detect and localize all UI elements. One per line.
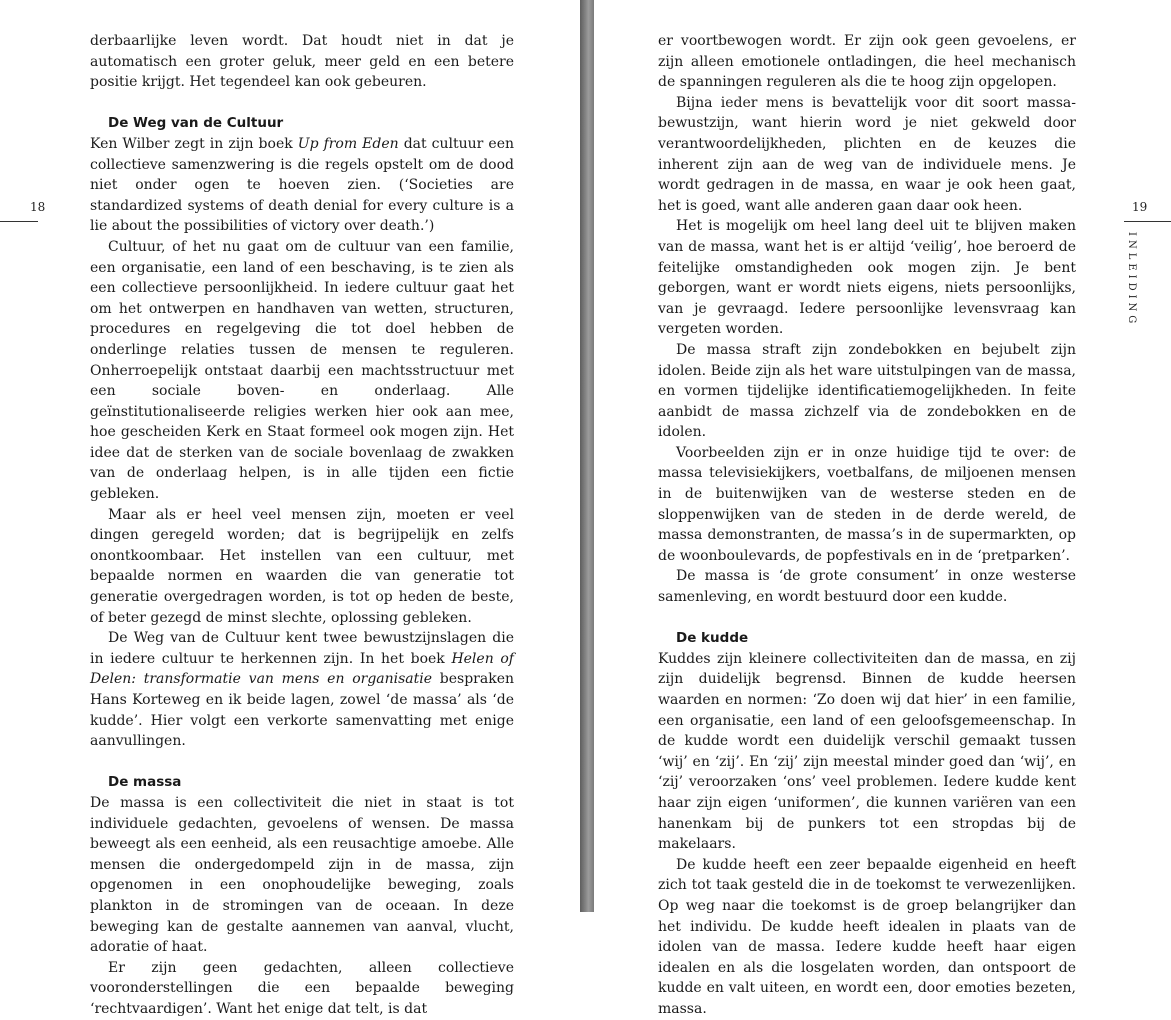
book-title: Up from Eden xyxy=(297,135,399,152)
left-page xyxy=(0,0,580,1017)
text-run: bespraken Hans Korteweg en ik beide lagen, zowel ‘de massa’ als ‘de kudde’. Hier volgt een verkorte samenvatting met enige aanvullingen. xyxy=(90,671,514,750)
paragraph: Het is mogelijk om heel lang deel uit te blijven maken van de massa, want het is er altijd ‘veilig’, hoe beroerd de feitelijke omstandigheden ook mogen zijn. Je bent geborgen, want er wordt niets eigens, niets persoonlijks, van je gevraagd. Iedere persoonlijke levensvraag kan vergeten worden. xyxy=(658,218,1076,338)
page-number-rule xyxy=(1124,221,1171,222)
paragraph-continued: er voortbewogen wordt. Er zijn ook geen gevoelens, er zijn alleen emotionele ontladingen, die heel mechanisch de spanningen reguleren als die te hoog zijn opgelopen. xyxy=(658,33,1076,91)
text-column xyxy=(658,31,1076,1020)
paragraph xyxy=(90,628,514,752)
paragraph: De massa is ‘de grote consument’ in onze westerse samenleving, en wordt bestuurd door een kudde. xyxy=(658,568,1076,606)
page-number: 18 xyxy=(30,200,46,214)
paragraph: De kudde heeft een zeer bepaalde eigenheid en heeft zich tot taak gesteld die in de toekomst te verwezenlijken. Op weg naar die toekomst is de groep belangrijker dan het individu. De kudde heeft idealen in plaats van de idolen van de massa. Iedere kudde heeft haar eigen idealen en als die losgelaten worden, dan ontspoort de kudde en valt uiteen, en wordt een, door emoties bezeten, massa. xyxy=(658,856,1076,1017)
paragraph: De massa is een collectiviteit die niet in staat is tot individuele gedachten, gevoelens of wensen. De massa beweegt als een eenheid, als een reusachtige amoebe. Alle mensen die ondergedompeld zijn in de massa, zijn opgenomen in een onophoudelijke beweging, zoals plankton in de stromingen van de oceaan. In deze beweging kan de gestalte aannemen van aanval, vlucht, adoratie of haat. xyxy=(90,794,514,956)
text-run: dat cultuur een collectieve samenzwering is die regels opstelt om de dood niet onder ogen te hoeven zien. (‘Societies are standardized systems of death denial for every culture is a lie about the possibilities of victory over death.’) xyxy=(90,135,514,235)
paragraph: Maar als er heel veel mensen zijn, moeten er veel dingen geregeld worden; dat is begrijpelijk en zelfs onontkoombaar. Het instellen van een cultuur, met bepaalde normen en waarden die van generatie tot generatie overgedragen worden, is tot op heden de beste, of beter gezegd de minst slechte, oplossing gebleken. xyxy=(90,506,514,626)
text-run: Ken Wilber zegt in zijn boek xyxy=(90,135,298,152)
text-run: De Weg van de Cultuur kent twee bewustzijnslagen die in iedere cultuur te herkennen zijn. In het boek xyxy=(90,630,514,667)
paragraph: Voorbeelden zijn er in onze huidige tijd te over: de massa televisiekijkers, voetbalfans, de miljoenen mensen in de buitenwijken van de westerse steden en de sloppenwijken van de steden in de derde wereld, de massa demonstranten, de massa’s in de supermarkten, op de woonboulevards, de popfestivals en in de ‘pretparken’. xyxy=(658,444,1076,564)
running-head: INLEIDING xyxy=(1126,232,1137,328)
section-heading: De massa xyxy=(108,774,182,791)
section-heading: De Weg van de Cultuur xyxy=(108,115,284,132)
book-title: Helen of Delen: transformatie van mens en organisatie xyxy=(90,650,514,688)
page-number: 19 xyxy=(1132,200,1148,214)
page-number-rule xyxy=(0,221,38,222)
paragraph: Bijna ieder mens is bevattelijk voor dit soort massa-bewustzijn, want hierin word je niet gekweld door verantwoordelijkheden, plichten en de keuzes die inherent zijn aan de weg van de individuele mens. Je wordt gedragen in de massa, en waar je ook heen gaat, het is goed, want alle anderen gaan daar ook heen. xyxy=(658,94,1076,214)
section-heading: De kudde xyxy=(676,630,749,647)
right-page xyxy=(594,0,1171,1017)
book-gutter xyxy=(580,0,594,912)
paragraph: Kuddes zijn kleinere collectiviteiten dan de massa, en zij zijn duidelijk begrensd. Binnen de kudde heersen waarden en normen: ‘Zo doen wij dat hier’ in een familie, een organisatie, een land of een geloofsgemeenschap. In de kudde wordt een duidelijk verschil gemaakt tussen ‘wij’ en ‘zij’. En ‘zij’ zijn meestal minder goed dan ‘wij’, en ‘zij’ veroorzaken ‘ons’ veel problemen. Iedere kudde kent haar zijn eigen ‘uniformen’, die kunnen variëren van een hanenkam bij de punkers tot een stropdas bij de makelaars. xyxy=(658,650,1076,853)
paragraph: De massa straft zijn zondebokken en bejubelt zijn idolen. Beide zijn als het ware uitstulpingen van de massa, en vormen tijdelijke identificatiemogelijkheden. In feite aanbidt de massa zichzelf via de zondebokken en de idolen. xyxy=(658,341,1076,441)
paragraph: Cultuur, of het nu gaat om de cultuur van een familie, een organisatie, een land of een beschaving, is te zien als een collectieve persoonlijkheid. In iedere cultuur gaat het om het ontwerpen en handhaven van wetten, structuren, procedures en regelgeving die tot doel hebben de onderlinge relaties tussen de mensen te reguleren. Onherroepelijk ontstaat daarbij een machtsstructuur met een sociale boven- en onderlaag. Alle geïnstitutionaliseerde religies werken hier ook aan mee, hoe gescheiden Kerk en Staat formeel ook mogen zijn. Het idee dat de sterken van de sociale bovenlaag de zwakken van de onderlaag helpen, is in alle tijden een fictie gebleken. xyxy=(90,238,514,503)
section-gap xyxy=(90,752,514,773)
section-gap xyxy=(90,93,514,114)
paragraph xyxy=(90,134,514,237)
paragraph: Er zijn geen gedachten, alleen collectieve vooronderstellingen die een bepaalde beweging ‘rechtvaardigen’. Want het enige dat telt, is dat xyxy=(90,959,514,1017)
text-column xyxy=(90,31,514,1020)
paragraph-continued: derbaarlijke leven wordt. Dat houdt niet in dat je automatisch een groter geluk, meer geld en een betere positie krijgt. Het tegendeel kan ook gebeuren. xyxy=(90,33,514,91)
section-gap xyxy=(658,608,1076,629)
